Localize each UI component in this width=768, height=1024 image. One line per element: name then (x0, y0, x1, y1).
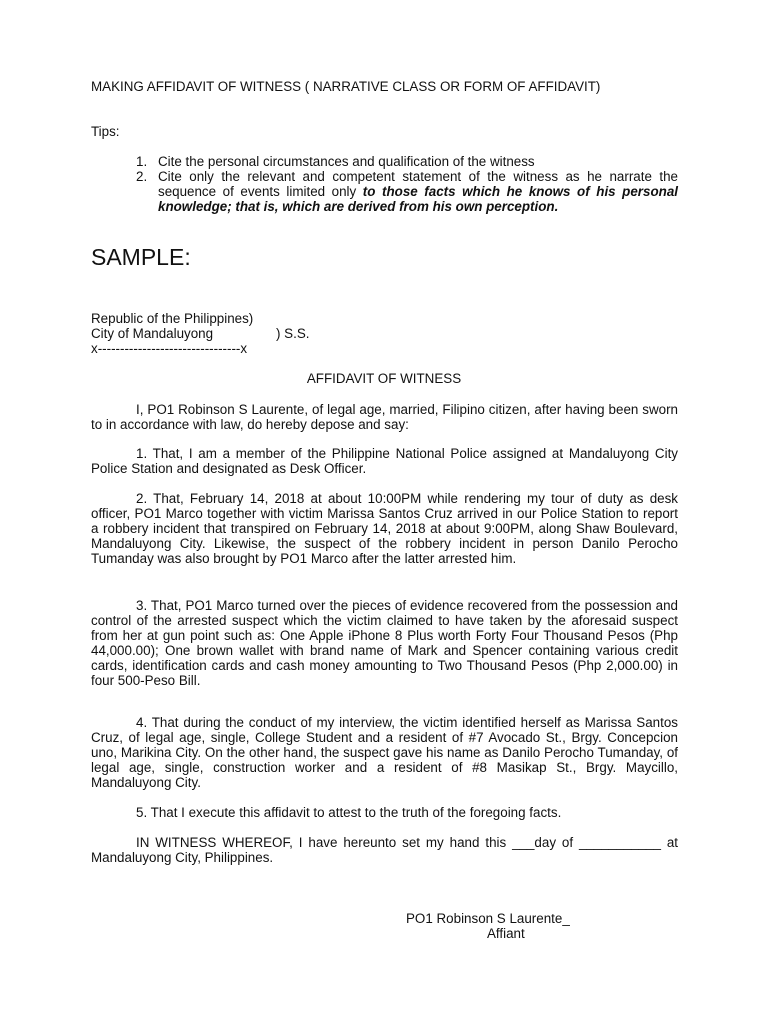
affidavit-paragraph-5: 5. That I execute this affidavit to attest to the truth of the foregoing facts. (136, 805, 562, 820)
tips-heading: Tips: (91, 124, 120, 139)
affidavit-paragraph-1: 1. That, I am a member of the Philippine National Police assigned at Mandaluyong City Police Station and designated as Desk Officer. (91, 446, 678, 476)
tip-emphasis: to those facts which he knows of his personal knowledge; that is, which are derived from his own perception. (158, 184, 678, 214)
affidavit-intro: I, PO1 Robinson S Laurente, of legal age, married, Filipino citizen, after having been sworn to in accordance with law, do hereby depose and say: (91, 402, 678, 432)
affidavit-paragraph-4: 4. That during the conduct of my interview, the victim identified herself as Marissa Santos Cruz, of legal age, single, College Student and a resident of #7 Avocado St., Brgy. Concepcion uno, Marikina City. On the other hand, the suspect gave his name as Danilo Perocho Tumanday, of legal age, single, construction worker and a resident of #8 Masikap St., Brgy. Maycillo, Mandaluyong City. (91, 715, 678, 790)
affidavit-paragraph-2: 2. That, February 14, 2018 at about 10:00PM while rendering my tour of duty as desk officer, PO1 Marco together with victim Marissa Santos Cruz arrived in our Police Station to report a robbery incident that transpired on February 14, 2018 at about 9:00PM, along Shaw Boulevard, Mandaluyong City. Likewise, the suspect of the robbery incident in person Danilo Perocho Tumanday was also brought by PO1 Marco after the latter arrested him. (91, 491, 678, 566)
witness-whereof: IN WITNESS WHEREOF, I have hereunto set my hand this ___day of ___________ at Mandaluyong City, Philippines. (91, 835, 678, 865)
affiant-name: PO1 Robinson S Laurente_ (406, 911, 570, 926)
document-title: MAKING AFFIDAVIT OF WITNESS ( NARRATIVE CLASS OR FORM OF AFFIDAVIT) (91, 79, 601, 94)
tip-number: 1. (136, 154, 148, 169)
sample-heading: SAMPLE: (91, 244, 191, 270)
venue-divider: x--------------------------------x (91, 341, 248, 356)
venue-ss: ) S.S. (276, 326, 310, 341)
tip-text: Cite only the relevant and competent statement of the witness as he narrate the sequence of events limited only (158, 169, 678, 199)
tip-item (136, 169, 678, 214)
affidavit-title: AFFIDAVIT OF WITNESS (306, 371, 462, 386)
affidavit-paragraph-3: 3. That, PO1 Marco turned over the pieces of evidence recovered from the possession and control of the arrested suspect which the victim claimed to have taken by the aforesaid suspect from her at gun point such as: One Apple iPhone 8 Plus worth Forty Four Thousand Pesos (Php 44,000.00); One brown wallet with brand name of Mark and Spencer containing various credit cards, identification cards and cash money amounting to Two Thousand Pesos (Php 2,000.00) in four 500-Peso Bill. (91, 598, 678, 688)
tip-item (136, 154, 678, 169)
venue-republic: Republic of the Philippines) (91, 311, 254, 326)
signature-block (406, 911, 606, 941)
venue-city-line (91, 326, 391, 341)
tips-list (136, 154, 678, 214)
venue-city: City of Mandaluyong (91, 326, 214, 341)
tip-text: Cite the personal circumstances and qualification of the witness (158, 154, 535, 169)
affiant-role: Affiant (487, 926, 525, 941)
tip-number: 2. (136, 169, 148, 184)
venue-block (91, 311, 391, 356)
